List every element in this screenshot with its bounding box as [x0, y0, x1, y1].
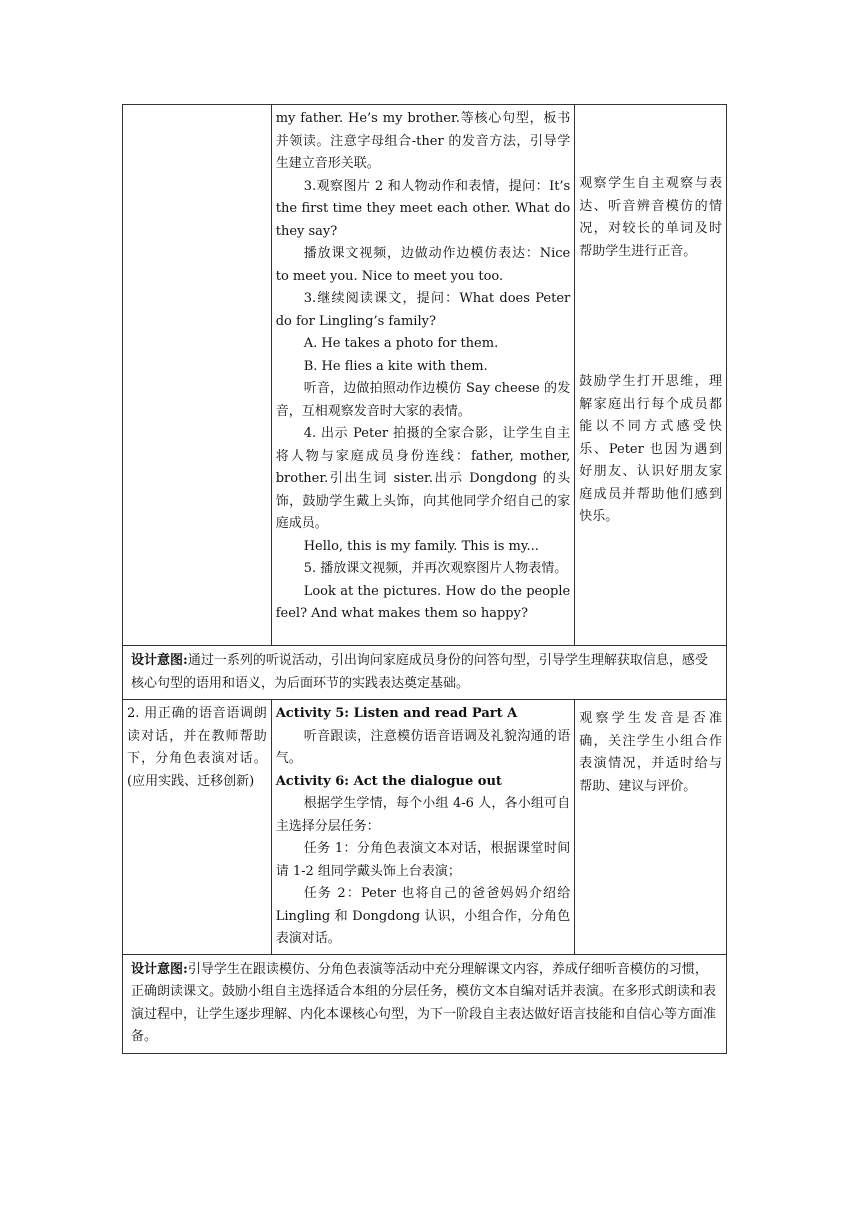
- task-paragraph: 任务 2：Peter 也将自己的爸爸妈妈介绍给 Lingling 和 Dongdong 认识，小组合作，分角色表演对话。: [275, 886, 571, 946]
- assessment-text: 鼓励学生打开思维，理解家庭出行每个成员都能以不同方式感受快乐、Peter 也因为遇到好朋友、认识好朋友家庭成员并帮助他们感到快乐。: [579, 374, 722, 524]
- activity-paragraph: 播放课文视频，边做动作边模仿表达：Nice to meet you. Nice to meet you too.: [275, 246, 571, 284]
- activity-paragraph: 5. 播放课文视频，并再次观察图片人物表情。: [303, 561, 568, 576]
- option-a: A. He takes a photo for them.: [303, 336, 499, 351]
- assessment-text: 观察学生自主观察与表达、听音辨音模仿的情况，对较长的单词及时帮助学生进行正音。: [579, 176, 722, 259]
- activity-paragraph: 听音，边做拍照动作边模仿 Say cheese 的发音，互相观察发音时大家的表情。: [275, 381, 571, 419]
- goal-cell: [123, 700, 272, 955]
- activity-paragraph: Hello, this is my family. This is my...: [303, 538, 539, 554]
- design-intent-note: [123, 646, 727, 700]
- design-intent-note: [123, 954, 727, 1053]
- assessment-cell: [575, 700, 727, 955]
- activity-title: Activity 5: Listen and read Part A: [275, 706, 518, 721]
- table-row: [123, 954, 727, 1053]
- goal-text: 2. 用正确的语音语调朗读对话，并在教师帮助下，分角色表演对话。(应用实践、迁移创新): [127, 706, 267, 789]
- activity-paragraph: Look at the pictures. How do the people feel? And what makes them so happy?: [275, 583, 571, 621]
- design-intent-label: 设计意图:: [131, 961, 188, 977]
- activity-title: Activity 6: Act the dialogue out: [275, 773, 502, 789]
- assessment-text: 观察学生发音是否准确，关注学生小组合作表演情况，并适时给与帮助、建议与评价。: [579, 711, 722, 794]
- activity-paragraph: 根据学生学情，每个小组 4-6 人，各小组可自主选择分层任务：: [275, 796, 571, 834]
- activity-paragraph: 4. 出示 Peter 拍摄的全家合影，让学生自主将人物与家庭成员身份连线：father, mother, brother.引出生词 sister.出示 Dongdong 的头饰，鼓励学生戴上头饰，向其他同学介绍自己的家庭成员。: [275, 426, 571, 531]
- activity-paragraph: 3.继续阅读课文，提问：What does Peter do for Lingling’s family?: [275, 291, 571, 329]
- design-intent-text: 通过一系列的听说活动，引出询问家庭成员身份的问答句型，引导学生理解获取信息，感受核心句型的语用和语义，为后面环节的实践表达奠定基础。: [131, 653, 708, 691]
- table-row: [123, 646, 727, 700]
- assessment-cell: [575, 105, 727, 646]
- goal-cell-empty: [123, 105, 272, 646]
- activity-paragraph: my father. He’s my brother.等核心句型，板书并领读。注意字母组合-ther 的发音方法，引导学生建立音形关联。: [275, 111, 571, 171]
- activity-paragraph: 听音跟读，注意模仿语音语调及礼貌沟通的语气。: [275, 728, 571, 766]
- table-row: [123, 105, 727, 646]
- lesson-plan-table: [122, 104, 727, 1054]
- option-b: B. He flies a kite with them.: [303, 358, 488, 374]
- design-intent-text: 引导学生在跟读模仿、分角色表演等活动中充分理解课文内容，养成仔细听音模仿的习惯，正确朗读课文。鼓励小组自主选择适合本组的分层任务，模仿文本自编对话并表演。在多形式朗读和表演过程中，让学生逐步理解、内化本课核心句型，为下一阶段自主表达做好语言技能和自信心等方面准备。: [131, 961, 717, 1044]
- table-row: [123, 700, 727, 955]
- activity-paragraph: 3.观察图片 2 和人物动作和表情，提问：It’s the first time they meet each other. What do they say?: [275, 178, 571, 239]
- activity-cell: [271, 105, 575, 646]
- task-paragraph: 任务 1：分角色表演文本对话，根据课堂时间请 1-2 组同学戴头饰上台表演；: [275, 841, 571, 879]
- design-intent-label: 设计意图:: [131, 653, 188, 668]
- activity-cell: [271, 700, 575, 955]
